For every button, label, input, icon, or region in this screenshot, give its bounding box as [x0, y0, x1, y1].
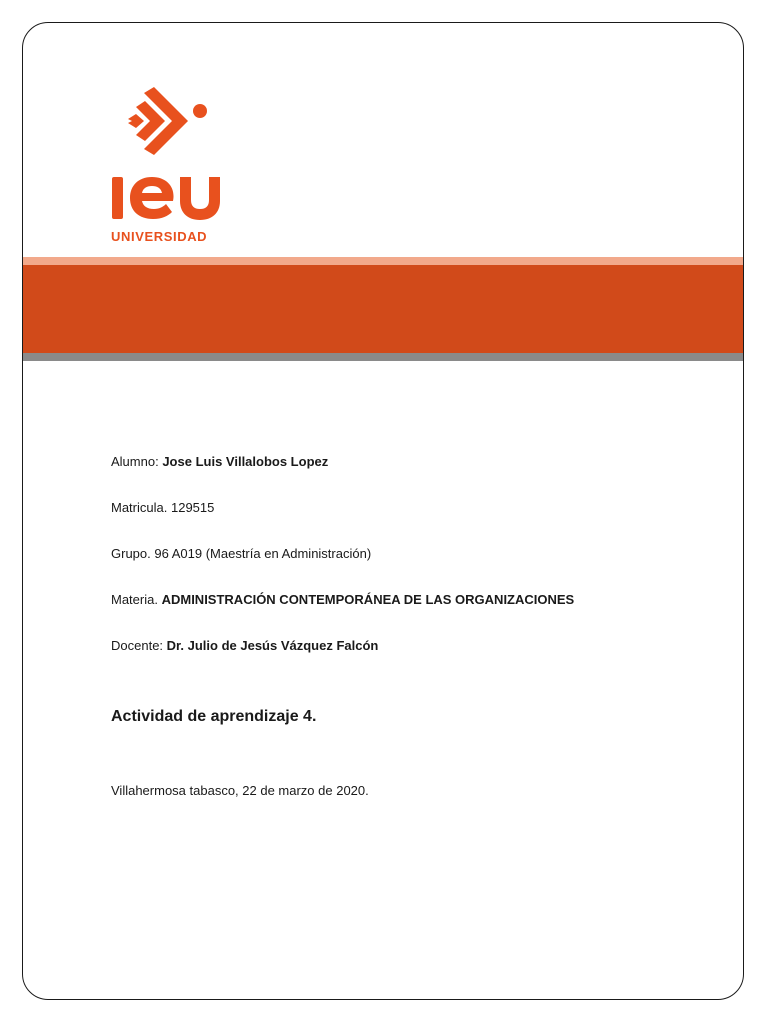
header-band-grey: [23, 353, 743, 361]
university-logo: [110, 87, 240, 247]
group-row: [111, 546, 371, 562]
activity-title: Actividad de aprendizaje 4.: [111, 708, 317, 725]
ieu-logo-graphic: [110, 87, 240, 247]
student-name: Jose Luis Villalobos Lopez: [162, 454, 329, 469]
teacher-label: Docente:: [111, 638, 164, 653]
teacher-row: [111, 638, 378, 654]
student-label: Alumno:: [111, 454, 159, 469]
matricula-row: [111, 500, 214, 516]
student-row: [111, 454, 328, 470]
matricula-label: Matricula.: [111, 500, 168, 515]
group-label: Grupo.: [111, 546, 151, 561]
teacher-name: Dr. Julio de Jesús Vázquez Falcón: [166, 638, 379, 653]
document-page: [22, 22, 744, 1000]
chevron-arrow-icon: [128, 87, 207, 155]
ieu-wordmark: [112, 177, 220, 220]
subject-row: [111, 592, 574, 608]
group-value: 96 A019 (Maestría en Administración): [154, 546, 372, 561]
logo-subtext: UNIVERSIDAD: [111, 229, 208, 244]
matricula-value: 129515: [170, 500, 215, 515]
subject-value: ADMINISTRACIÓN CONTEMPORÁNEA DE LAS ORGANIZACIONES: [161, 592, 575, 607]
subject-label: Materia.: [111, 592, 158, 607]
header-band-light: [23, 257, 743, 265]
header-band: [23, 265, 743, 353]
place-date: Villahermosa tabasco, 22 de marzo de 2020.: [111, 783, 369, 798]
